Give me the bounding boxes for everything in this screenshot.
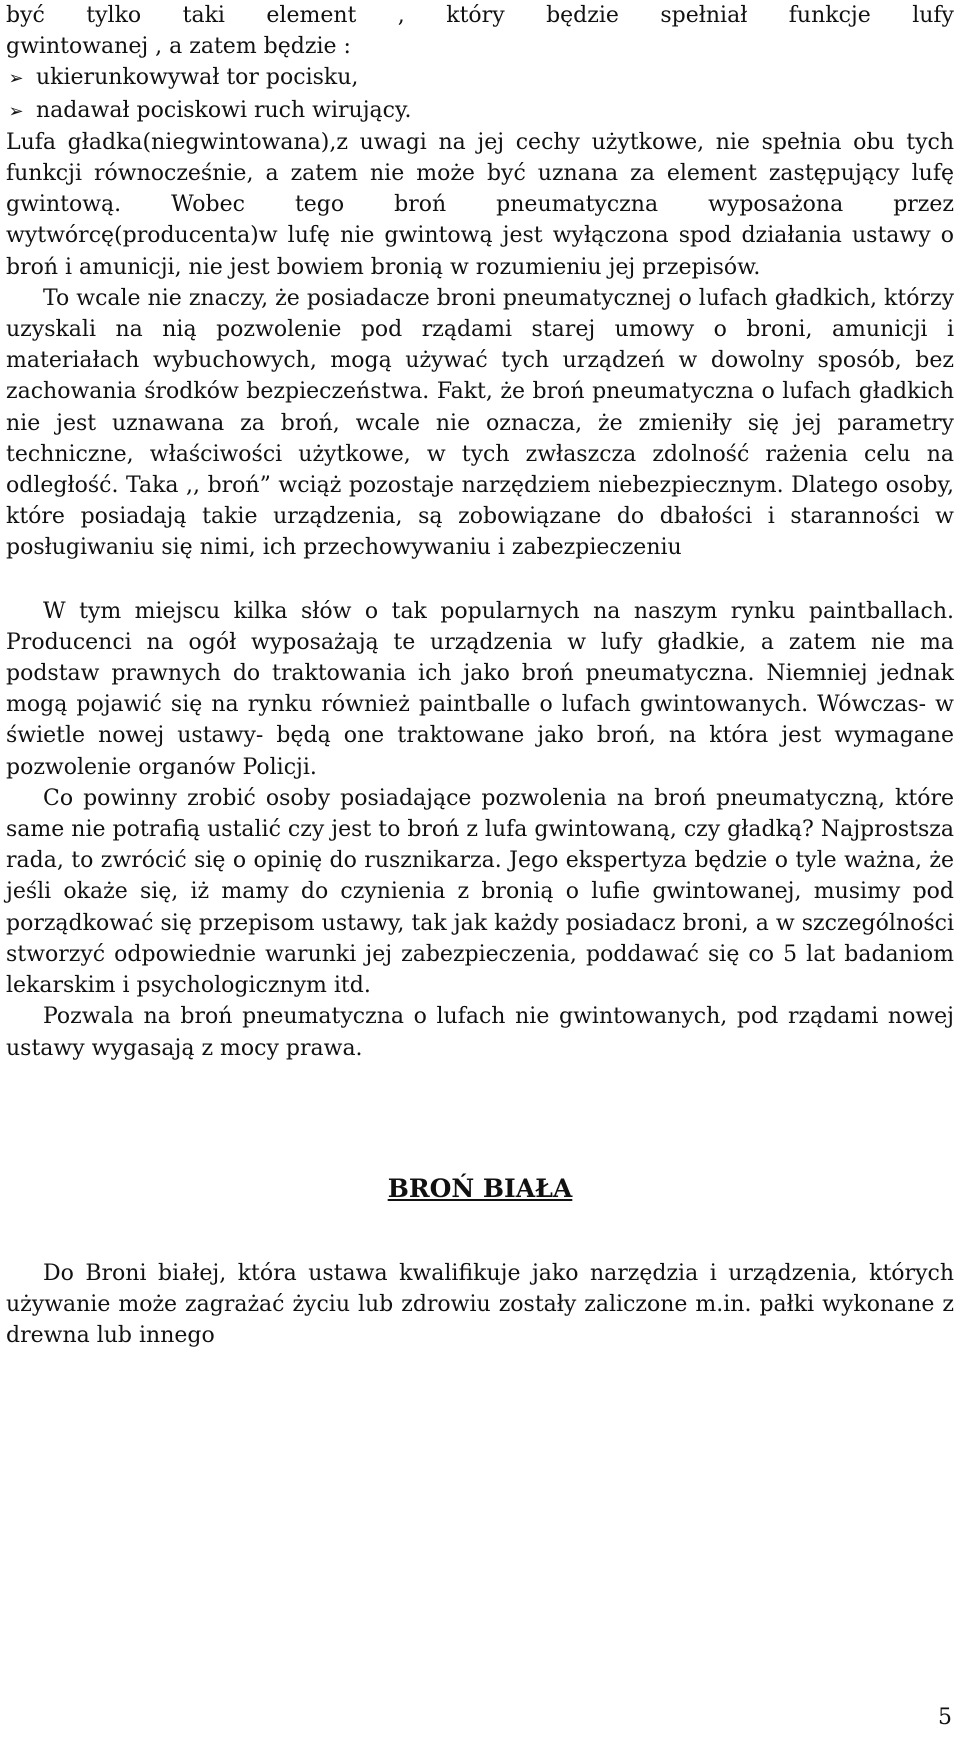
paragraph-2: To wcale nie znaczy, że posiadacze broni pneumatycznej o lufach gładkich, którzy uzyskali na nią pozwolenie pod rządami starej umowy o broni, amunicji i materiałach wybuchowych, mogą używać tych urządzeń w dowolny sposób, bez zachowania środków bezpieczeństwa. Fakt, że broń pneumatyczna o lufach gładkich nie jest uznawana za broń, wcale nie oznacza, że zmieniły się jej parametry techniczne, właściwości użytkowe, w tych zwłaszcza zdolność rażenia celu na odległość. Taka ,, broń” wciąż pozostaje narzędziem niebezpiecznym. Dlatego osoby, które posiadają takie urządzenia, są zobowiązane do dbałości i staranności w posługiwaniu się nimi, ich przechowywaniu i zabezpieczeniu xyxy=(6,285,954,561)
paragraph-3: W tym miejscu kilka słów o tak popularnych na naszym rynku paintballach. Producenci na ogół wyposażają te urządzenia w lufy gładkie, a zatem nie ma podstaw prawnych do traktowania ich jako broń pneumatyczna. Niemniej jednak mogą pojawić się na rynku również paintballe o lufach gwintowanych. Wówczas- w świetle nowej ustawy- będą one traktowane jako broń, na która jest wymagane pozwolenie organów Policji. xyxy=(6,598,954,780)
page-number: 5 xyxy=(938,1705,952,1730)
section-heading: BROŃ BIAŁA xyxy=(387,1173,573,1203)
document-page xyxy=(6,0,954,1351)
spacer xyxy=(6,1064,954,1174)
bullet-text: nadawał pociskowi ruch wirujący. xyxy=(36,97,412,123)
intro-line-1: być tylko taki element , który będzie spełniał funkcje lufy xyxy=(6,3,954,28)
paragraph-1: Lufa gładka(niegwintowana),z uwagi na jej cechy użytkowe, nie spełnia obu tych funkcji równocześnie, a zatem nie może być uznana za element zastępujący lufę gwintową. Wobec tego broń pneumatyczna wyposażona przez wytwórcę(producenta)w lufę nie gwintową jest wyłączona spod działania ustawy o broń i amunicji, nie jest bowiem bronią w rozumieniu jej przepisów. xyxy=(6,129,954,280)
paragraph-6: Do Broni białej, która ustawa kwalifikuje jako narzędzia i urządzenia, których używanie może zagrażać życiu lub zdrowiu zostały zaliczone m.in. pałki wykonane z drewna lub innego xyxy=(6,1260,954,1349)
paragraph-5: Pozwala na broń pneumatyczna o lufach nie gwintowanych, pod rządami nowej ustawy wygasają z mocy prawa. xyxy=(6,1004,954,1061)
list-item xyxy=(6,95,954,127)
bullet-list xyxy=(6,62,954,126)
paragraph-4: Co powinny zrobić osoby posiadające pozwolenia na broń pneumatyczną, które same nie potrafią ustalić czy jest to broń z lufa gwintowaną, czy gładką? Najprostsza rada, to zwrócić się o opinię do rusznikarza. Jego ekspertyza będzie o tyle ważna, że jeśli okaże się, iż mamy do czynienia z bronią o lufie gwintowanej, musimy pod porządkować się przepisom ustawy, tak jak każdy posiadacz broni, a w szczególności stworzyć odpowiednie warunki jej zabezpieczenia, poddawać się co 5 lat badaniom lekarskim i psychologicznym itd. xyxy=(6,785,954,999)
intro-line-2: gwintowanej , a zatem będzie : xyxy=(6,34,351,60)
arrowhead-bullet-icon: ➢ xyxy=(8,100,24,122)
bullet-text: ukierunkowywał tor pocisku, xyxy=(36,65,359,91)
spacer xyxy=(6,564,954,596)
spacer xyxy=(6,1204,954,1258)
list-item xyxy=(6,62,954,94)
arrowhead-bullet-icon: ➢ xyxy=(8,68,24,90)
